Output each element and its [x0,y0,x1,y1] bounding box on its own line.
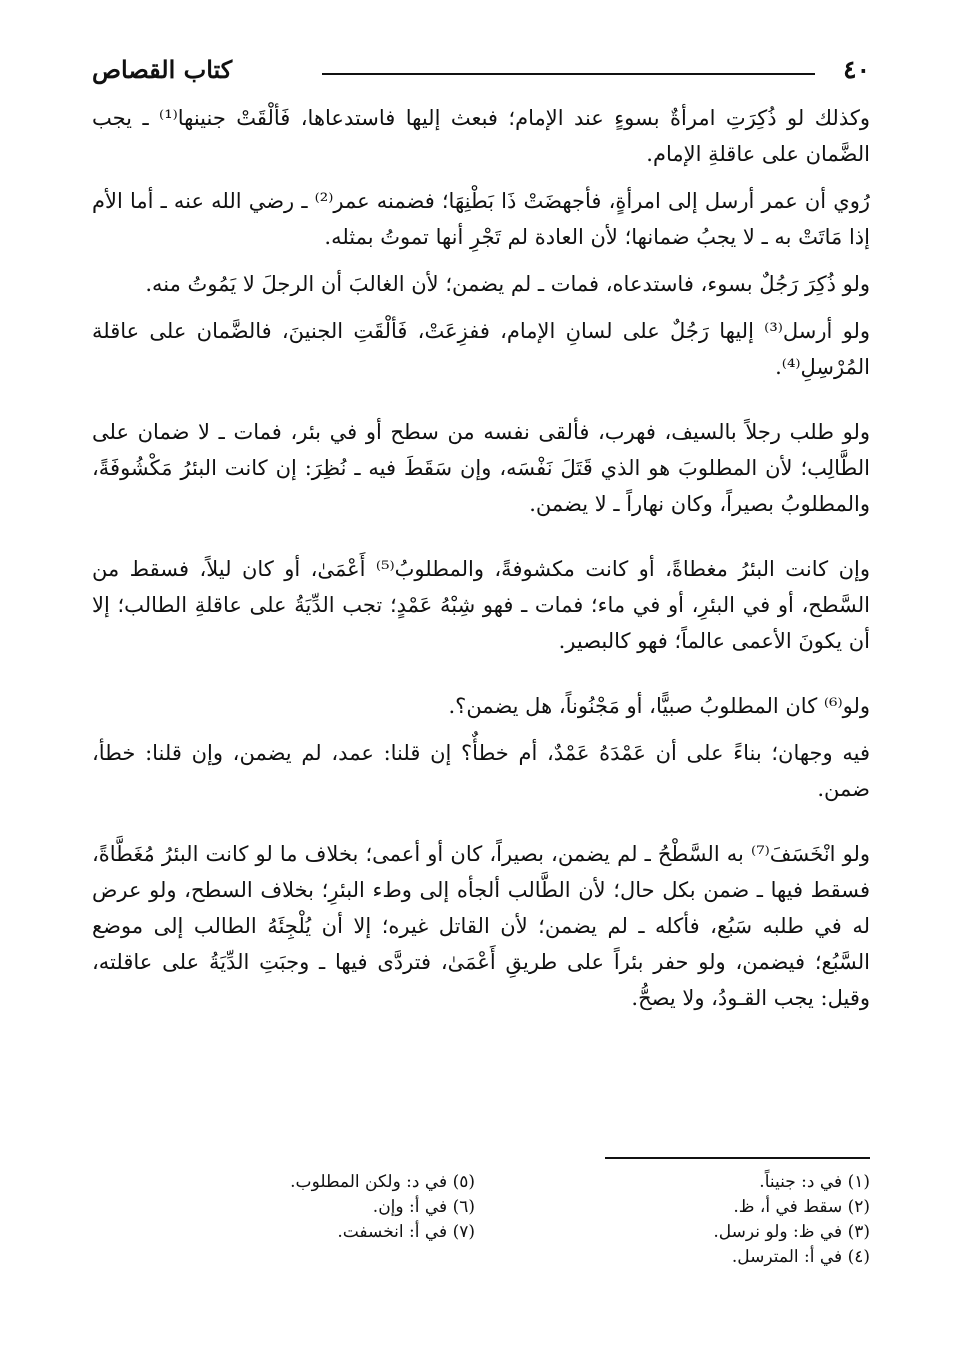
paragraph: ولو⁽⁶⁾ كان المطلوبُ صبيًّا، أو مَجْنُوناً، هل يضمن؟. [448,694,870,718]
main-text [92,100,870,1016]
page-number: ٤٠ [843,55,870,84]
footnotes-left-column [290,1170,475,1245]
header-rule [322,73,815,75]
paragraph: رُوي أن عمر أرسل إلى امرأةٍ، فأجهضَتْ ذَا بَطْنِهَا؛ فضمنه عمر⁽²⁾ ـ رضي الله عنه ـ أما الأم إذا مَاتَتْ به ـ لا يجبُ ضمانها؛ لأن العادة لم تَجْرِ أنها تموتُ بمثله. [92,189,870,249]
paragraph: ولو انْخَسَفَ⁽⁷⁾ به السَّطْحُ ـ لم يضمن، بصيراً، كان أو أعمى؛ بخلاف ما لو كانت البئرُ مُغَطَّاةً، فسقط فيها ـ ضمن بكل حال؛ لأن الطَّالب ألجأه إلى وطء البئرِ؛ بخلاف السطح، ولو عرض له في طلبه سَبُع، فأكله ـ لم يضمن؛ لأن القاتل غيره؛ إلا أن يُلْجِئَهُ الطالب إلى موضع السَّبُع؛ فيضمن، ولو حفر بئراً على طريقِ أَعْمَىٰ، فتردَّى فيها ـ وجبَتِ الدِّيَةُ على عاقلته، وقيل: يجب القـودُ، ولا يصحُّ. [92,842,870,1010]
footnote-separator [605,1157,870,1159]
footnote: (٥) في د: ولكن المطلوب. [290,1172,475,1192]
footnote: (٢) سقط في أ، ظ. [733,1197,870,1217]
footnotes-right-column [713,1170,870,1270]
running-title: كتاب القصاص [92,55,233,84]
footnote: (١) في د: جنيناً. [759,1172,870,1192]
footnote: (٤) في أ: المترسل. [731,1247,870,1267]
footnote: (٣) في ظ: ولو نرسل. [713,1222,870,1242]
paragraph: ولو أرسل⁽³⁾ إليها رَجُلٌ على لسانِ الإمام، ففزِعَتْ، فَألْقَتِ الجنينَ، فالضَّمان على عاقلة المُرْسِلِ⁽⁴⁾. [92,319,870,379]
page-header [92,55,870,95]
paragraph: ولو طلب رجلاً بالسيف، فهرب، فألقى نفسه من سطح أو في بئر، فمات ـ لا ضمان على الطَّالِب؛ لأن المطلوبَ هو الذي قَتَلَ نَفْسَه، وإن سَقَطَ فيه ـ نُظِرَ: إن كانت البئرُ مَكْشُوفَةً، والمطلوبُ بصيراً، وكان نهاراً ـ لا يضمن. [92,420,870,516]
paragraph: ولو ذُكِرَ رَجُلٌ بسوء، فاستدعاه، فمات ـ لم يضمن؛ لأن الغالبَ أن الرجلَ لا يَمُوتُ منه. [145,272,870,296]
footnote: (٦) في أ: وإن. [372,1197,475,1217]
paragraph: وكذلك لو ذُكِرَتِ امرأةٌ بسوءٍ عند الإمام؛ فبعث إليها فاستدعاها، فَألْقَتْ جنينها⁽¹⁾ ـ يجب الضَّمان على عاقلةِ الإمام. [92,106,870,166]
paragraph: فيه وجهان؛ بناءً على أن عَمْدَهُ عَمْدٌ، أم خطأٌ؟ إن قلنا: عمد، لم يضمن، وإن قلنا: خطأ، ضمن. [92,741,870,801]
paragraph: وإن كانت البئرُ مغطاةً، أو كانت مكشوفةً، والمطلوبُ⁽⁵⁾ أَعْمَىٰ، أو كان ليلاً، فسقط من السَّطح، أو في البئرِ، أو في ماء؛ فمات ـ فهو شِبْهُ عَمْدٍ؛ تجب الدِّيَةُ على عاقلةِ الطالب؛ إلا أن يكونَ الأعمى عالماً؛ فهو كالبصير. [92,557,870,653]
footnote: (٧) في أ: انخسفت. [337,1222,475,1242]
